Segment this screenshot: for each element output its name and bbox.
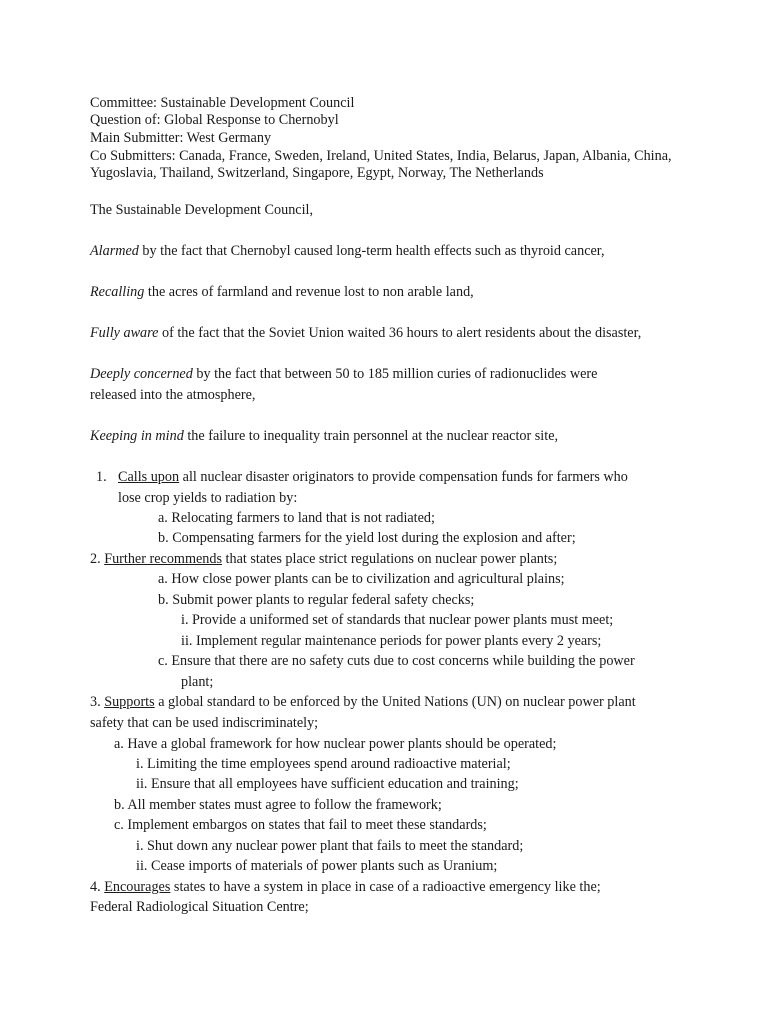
sub-sub-clause: i. Shut down any nuclear power plant that fails to meet the standard;	[136, 838, 524, 854]
clause-text: that states place strict regulations on nuclear power plants;	[222, 551, 558, 567]
preambulatory-clause	[90, 365, 597, 383]
preambulatory-phrase: Fully aware	[90, 325, 159, 341]
clause-number: 2.	[90, 551, 101, 567]
clause-number: 3.	[90, 694, 101, 710]
sub-clause: a. Have a global framework for how nuclear power plants should be operated;	[114, 736, 557, 752]
sub-clause: b. Compensating farmers for the yield lost during the explosion and after;	[158, 530, 576, 546]
operative-clause-2	[90, 550, 557, 568]
clause-number: 4.	[90, 879, 101, 895]
preambulatory-text: the acres of farmland and revenue lost to non arable land,	[144, 284, 474, 300]
preambulatory-phrase: Deeply concerned	[90, 366, 193, 382]
sub-clause: c. Ensure that there are no safety cuts due to cost concerns while building the power	[158, 653, 635, 669]
operative-phrase: Further recommends	[104, 551, 222, 567]
clause-text: all nuclear disaster originators to provide compensation funds for farmers who	[179, 469, 628, 485]
preambulatory-clause	[90, 324, 641, 342]
operative-clause-4	[90, 878, 601, 896]
clause-number: 1.	[96, 469, 107, 485]
operative-phrase: Supports	[104, 694, 155, 710]
preambulatory-text: the failure to inequality train personnel at the nuclear reactor site,	[183, 428, 559, 444]
sub-sub-clause: ii. Implement regular maintenance periods for power plants every 2 years;	[181, 633, 602, 649]
sub-clause: a. How close power plants can be to civilization and agricultural plains;	[158, 571, 565, 587]
preambulatory-text: by the fact that Chernobyl caused long-term health effects such as thyroid cancer,	[138, 243, 605, 259]
question-line: Question of: Global Response to Chernobyl	[90, 112, 339, 128]
operative-clause-1	[96, 468, 628, 486]
preambulatory-text: by the fact that between 50 to 185 million curies of radionuclides were	[192, 366, 598, 382]
co-submitters-line: Co Submitters: Canada, France, Sweden, Ireland, United States, India, Belarus, Japan, Albania, China,	[90, 148, 672, 164]
preambulatory-clause	[90, 283, 474, 301]
preambulatory-phrase: Recalling	[90, 284, 145, 300]
sub-sub-clause: i. Limiting the time employees spend around radioactive material;	[136, 756, 511, 772]
sub-clause: b. Submit power plants to regular federal safety checks;	[158, 592, 475, 608]
preambulatory-clause	[90, 242, 605, 260]
clause-continuation: lose crop yields to radiation by:	[118, 490, 298, 506]
preambulatory-text: of the fact that the Soviet Union waited 36 hours to alert residents about the disaster,	[158, 325, 642, 341]
sub-sub-clause: ii. Ensure that all employees have sufficient education and training;	[136, 776, 519, 792]
sub-clause-continuation: plant;	[181, 674, 214, 690]
clause-continuation: safety that can be used indiscriminately;	[90, 715, 319, 731]
preambulatory-clause	[90, 427, 558, 445]
sub-sub-clause: ii. Cease imports of materials of power plants such as Uranium;	[136, 858, 498, 874]
operative-phrase: Calls upon	[118, 469, 180, 485]
main-submitter-line: Main Submitter: West Germany	[90, 130, 272, 146]
operative-phrase: Encourages	[104, 879, 171, 895]
clause-continuation: Federal Radiological Situation Centre;	[90, 899, 309, 915]
preambulatory-phrase: Alarmed	[90, 243, 139, 259]
preambulatory-continuation: released into the atmosphere,	[90, 387, 256, 403]
co-submitters-line-2: Yugoslavia, Thailand, Switzerland, Singapore, Egypt, Norway, The Netherlands	[90, 165, 544, 181]
preambulatory-phrase: Keeping in mind	[90, 428, 184, 444]
clause-text: states to have a system in place in case of a radioactive emergency like the;	[170, 879, 601, 895]
committee-line: Committee: Sustainable Development Council	[90, 95, 355, 111]
opening-line: The Sustainable Development Council,	[90, 202, 314, 218]
sub-clause: a. Relocating farmers to land that is not radiated;	[158, 510, 435, 526]
operative-clause-3	[90, 693, 636, 711]
sub-clause: c. Implement embargos on states that fail to meet these standards;	[114, 817, 487, 833]
clause-text: a global standard to be enforced by the United Nations (UN) on nuclear power plant	[154, 694, 636, 710]
sub-sub-clause: i. Provide a uniformed set of standards that nuclear power plants must meet;	[181, 612, 614, 628]
sub-clause: b. All member states must agree to follow the framework;	[114, 797, 442, 813]
